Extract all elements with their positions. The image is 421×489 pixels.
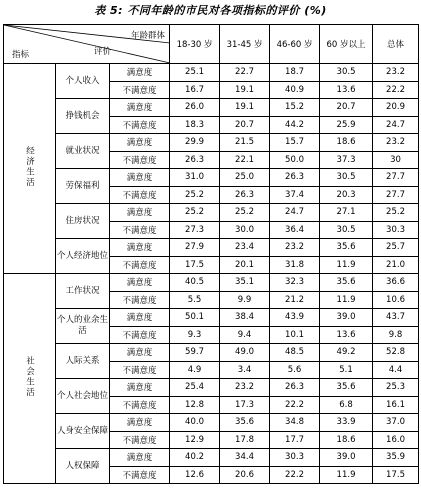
value-cell: 25.7 — [373, 239, 419, 257]
indicator-label: 人权保障 — [65, 460, 100, 471]
column-header: 31-45 岁 — [220, 25, 270, 64]
evaluation-cell: 不满意度 — [110, 151, 170, 169]
indicator-label: 挣钱机会 — [65, 110, 100, 121]
evaluation-cell: 不满意度 — [110, 361, 170, 379]
value-cell: 25.2 — [220, 204, 270, 222]
value-cell: 31.8 — [270, 256, 320, 274]
value-cell: 15.7 — [270, 134, 320, 152]
value-cell: 25.9 — [320, 116, 373, 134]
value-cell: 30.3 — [270, 449, 320, 467]
value-cell: 25.2 — [170, 186, 220, 204]
value-cell: 19.1 — [220, 99, 270, 117]
value-cell: 36.4 — [270, 221, 320, 239]
indicator-label: 就业状况 — [65, 145, 100, 156]
table-row — [4, 169, 419, 187]
indicator-cell — [56, 344, 110, 379]
value-cell: 40.2 — [170, 449, 220, 467]
indicator-cell — [56, 379, 110, 414]
value-cell: 21.5 — [220, 134, 270, 152]
value-cell: 20.7 — [220, 116, 270, 134]
value-cell: 25.2 — [373, 204, 419, 222]
value-cell: 13.6 — [320, 81, 373, 99]
table-row — [4, 309, 419, 327]
value-cell: 16.1 — [373, 396, 419, 414]
corner-evaluation-label: 评价 — [94, 47, 112, 57]
value-cell: 21.0 — [373, 256, 419, 274]
value-cell: 35.6 — [320, 379, 373, 397]
value-cell: 19.1 — [220, 81, 270, 99]
table-row — [4, 99, 419, 117]
category-cell — [4, 274, 56, 484]
indicator-label: 个人收入 — [65, 75, 100, 86]
value-cell: 10.1 — [270, 326, 320, 344]
value-cell: 24.7 — [270, 204, 320, 222]
value-cell: 40.9 — [270, 81, 320, 99]
value-cell: 35.6 — [320, 274, 373, 292]
table-row — [4, 204, 419, 222]
evaluation-cell: 满意度 — [110, 379, 170, 397]
value-cell: 6.8 — [320, 396, 373, 414]
value-cell: 10.6 — [373, 291, 419, 309]
indicator-label: 个人社会地位 — [56, 390, 108, 401]
indicator-label: 人际关系 — [65, 355, 100, 366]
value-cell: 25.1 — [170, 64, 220, 82]
table-row — [4, 64, 419, 82]
value-cell: 25.4 — [170, 379, 220, 397]
value-cell: 27.1 — [320, 204, 373, 222]
value-cell: 43.7 — [373, 309, 419, 327]
evaluation-cell: 不满意度 — [110, 466, 170, 484]
value-cell: 31.0 — [170, 169, 220, 187]
evaluation-cell: 满意度 — [110, 344, 170, 362]
evaluation-cell: 满意度 — [110, 204, 170, 222]
value-cell: 22.2 — [270, 396, 320, 414]
table-row — [4, 134, 419, 152]
value-cell: 17.5 — [373, 466, 419, 484]
header-row — [4, 25, 419, 64]
value-cell: 18.7 — [270, 64, 320, 82]
indicator-cell — [56, 204, 110, 239]
indicator-label: 个人的业余生活 — [56, 315, 108, 336]
value-cell: 9.3 — [170, 326, 220, 344]
value-cell: 20.1 — [220, 256, 270, 274]
value-cell: 24.7 — [373, 116, 419, 134]
evaluation-cell: 不满意度 — [110, 81, 170, 99]
value-cell: 44.2 — [270, 116, 320, 134]
value-cell: 25.2 — [170, 204, 220, 222]
corner-indicator-label: 指标 — [12, 50, 30, 60]
value-cell: 15.2 — [270, 99, 320, 117]
value-cell: 18.6 — [320, 431, 373, 449]
value-cell: 40.5 — [170, 274, 220, 292]
value-cell: 39.0 — [320, 309, 373, 327]
indicator-cell — [56, 99, 110, 134]
indicator-cell — [56, 134, 110, 169]
value-cell: 33.9 — [320, 414, 373, 432]
value-cell: 23.2 — [270, 239, 320, 257]
value-cell: 23.2 — [373, 64, 419, 82]
value-cell: 4.4 — [373, 361, 419, 379]
value-cell: 30.5 — [320, 221, 373, 239]
evaluation-cell: 满意度 — [110, 239, 170, 257]
value-cell: 5.6 — [270, 361, 320, 379]
value-cell: 35.6 — [320, 239, 373, 257]
value-cell: 5.5 — [170, 291, 220, 309]
value-cell: 35.9 — [373, 449, 419, 467]
value-cell: 17.7 — [270, 431, 320, 449]
evaluation-cell: 满意度 — [110, 99, 170, 117]
value-cell: 34.8 — [270, 414, 320, 432]
value-cell: 27.7 — [373, 169, 419, 187]
value-cell: 59.7 — [170, 344, 220, 362]
value-cell: 26.3 — [220, 186, 270, 204]
value-cell: 35.6 — [220, 414, 270, 432]
value-cell: 9.9 — [220, 291, 270, 309]
value-cell: 16.7 — [170, 81, 220, 99]
value-cell: 22.2 — [270, 466, 320, 484]
value-cell: 13.6 — [320, 326, 373, 344]
value-cell: 23.2 — [373, 134, 419, 152]
value-cell: 23.2 — [220, 379, 270, 397]
value-cell: 50.1 — [170, 309, 220, 327]
evaluation-cell: 不满意度 — [110, 221, 170, 239]
evaluation-cell: 不满意度 — [110, 291, 170, 309]
value-cell: 30.5 — [320, 64, 373, 82]
evaluation-cell: 满意度 — [110, 309, 170, 327]
evaluation-cell: 不满意度 — [110, 431, 170, 449]
value-cell: 27.9 — [170, 239, 220, 257]
value-cell: 26.3 — [270, 169, 320, 187]
value-cell: 17.8 — [220, 431, 270, 449]
diagonal-header-cell — [4, 25, 170, 64]
value-cell: 11.9 — [320, 466, 373, 484]
value-cell: 20.7 — [320, 99, 373, 117]
value-cell: 35.1 — [220, 274, 270, 292]
evaluation-cell: 不满意度 — [110, 186, 170, 204]
value-cell: 40.0 — [170, 414, 220, 432]
indicator-label: 工作状况 — [65, 285, 100, 296]
column-header: 60 岁以上 — [320, 25, 373, 64]
value-cell: 27.7 — [373, 186, 419, 204]
value-cell: 21.2 — [270, 291, 320, 309]
evaluation-table — [3, 24, 419, 484]
evaluation-cell: 满意度 — [110, 134, 170, 152]
value-cell: 17.3 — [220, 396, 270, 414]
value-cell: 20.3 — [320, 186, 373, 204]
value-cell: 34.4 — [220, 449, 270, 467]
evaluation-cell: 不满意度 — [110, 326, 170, 344]
value-cell: 20.6 — [220, 466, 270, 484]
table-title: 表 5: 不同年龄的市民对各项指标的评价 (%) — [94, 4, 327, 17]
evaluation-cell: 满意度 — [110, 274, 170, 292]
value-cell: 9.8 — [373, 326, 419, 344]
value-cell: 48.5 — [270, 344, 320, 362]
value-cell: 52.8 — [373, 344, 419, 362]
indicator-cell — [56, 64, 110, 99]
indicator-label: 个人经济地位 — [56, 250, 108, 261]
indicator-label: 住房状况 — [65, 215, 100, 226]
value-cell: 9.4 — [220, 326, 270, 344]
value-cell: 17.5 — [170, 256, 220, 274]
value-cell: 26.0 — [170, 99, 220, 117]
value-cell: 49.2 — [320, 344, 373, 362]
value-cell: 30.0 — [220, 221, 270, 239]
evaluation-cell: 满意度 — [110, 414, 170, 432]
indicator-cell — [56, 239, 110, 274]
column-header: 总体 — [373, 25, 419, 64]
value-cell: 25.3 — [373, 379, 419, 397]
value-cell: 29.9 — [170, 134, 220, 152]
table-row — [4, 414, 419, 432]
value-cell: 22.1 — [220, 151, 270, 169]
value-cell: 23.4 — [220, 239, 270, 257]
value-cell: 20.9 — [373, 99, 419, 117]
column-header: 18-30 岁 — [170, 25, 220, 64]
table-row — [4, 379, 419, 397]
value-cell: 18.6 — [320, 134, 373, 152]
value-cell: 12.9 — [170, 431, 220, 449]
evaluation-cell: 满意度 — [110, 64, 170, 82]
value-cell: 27.3 — [170, 221, 220, 239]
indicator-cell — [56, 169, 110, 204]
evaluation-cell: 不满意度 — [110, 116, 170, 134]
indicator-cell — [56, 274, 110, 309]
value-cell: 30 — [373, 151, 419, 169]
value-cell: 25.0 — [220, 169, 270, 187]
value-cell: 22.7 — [220, 64, 270, 82]
category-label: 经济生活 — [24, 146, 35, 188]
evaluation-cell: 满意度 — [110, 449, 170, 467]
value-cell: 43.9 — [270, 309, 320, 327]
indicator-label: 人身安全保障 — [56, 425, 108, 436]
table-row — [4, 239, 419, 257]
indicator-cell — [56, 309, 110, 344]
column-header: 46-60 岁 — [270, 25, 320, 64]
value-cell: 39.0 — [320, 449, 373, 467]
indicator-cell — [56, 414, 110, 449]
value-cell: 22.2 — [373, 81, 419, 99]
value-cell: 12.8 — [170, 396, 220, 414]
value-cell: 5.1 — [320, 361, 373, 379]
value-cell: 18.3 — [170, 116, 220, 134]
table-row — [4, 274, 419, 292]
value-cell: 26.3 — [270, 379, 320, 397]
evaluation-cell: 不满意度 — [110, 256, 170, 274]
value-cell: 26.3 — [170, 151, 220, 169]
corner-age-group-label: 年龄群体 — [131, 31, 166, 41]
value-cell: 37.3 — [320, 151, 373, 169]
category-cell — [4, 64, 56, 274]
value-cell: 38.4 — [220, 309, 270, 327]
value-cell: 3.4 — [220, 361, 270, 379]
value-cell: 4.9 — [170, 361, 220, 379]
value-cell: 50.0 — [270, 151, 320, 169]
value-cell: 12.6 — [170, 466, 220, 484]
value-cell: 37.4 — [270, 186, 320, 204]
evaluation-cell: 不满意度 — [110, 396, 170, 414]
value-cell: 30.5 — [320, 169, 373, 187]
value-cell: 36.6 — [373, 274, 419, 292]
value-cell: 16.0 — [373, 431, 419, 449]
value-cell: 11.9 — [320, 291, 373, 309]
value-cell: 30.3 — [373, 221, 419, 239]
evaluation-cell: 满意度 — [110, 169, 170, 187]
value-cell: 32.3 — [270, 274, 320, 292]
table-row — [4, 344, 419, 362]
category-label: 社会生活 — [24, 356, 35, 398]
value-cell: 11.9 — [320, 256, 373, 274]
table-row — [4, 449, 419, 467]
indicator-cell — [56, 449, 110, 484]
value-cell: 37.0 — [373, 414, 419, 432]
indicator-label: 劳保福利 — [65, 180, 100, 191]
value-cell: 49.0 — [220, 344, 270, 362]
